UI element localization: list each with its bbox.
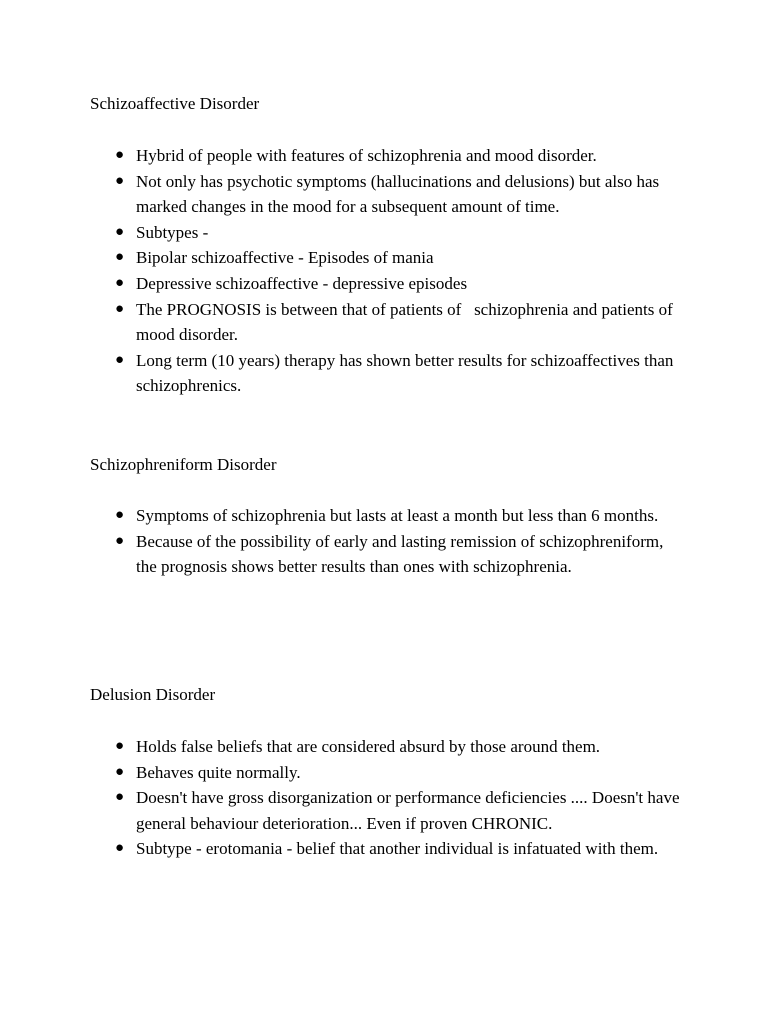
list-item-text: Holds false beliefs that are considered absurd by those around them. <box>136 737 601 756</box>
bullet-list <box>90 503 686 580</box>
bullet-icon: ● <box>115 172 125 189</box>
list-item <box>90 297 686 348</box>
list-item-text: Bipolar schizoaffective - Episodes of mania <box>136 248 434 268</box>
list-item <box>90 169 686 220</box>
list-item <box>90 785 686 836</box>
section-schizoaffective <box>90 91 690 396</box>
list-item-text: Long term (10 years) therapy has shown better results for schizoaffectives than schizophrenics. <box>136 350 674 396</box>
bullet-list <box>90 143 686 399</box>
bullet-icon: ● <box>115 763 125 780</box>
list-item-text: Behaves quite normally. <box>136 762 301 782</box>
list-item-text: The PROGNOSIS is between that of patients of schizophrenia and patients of mood disorder. <box>136 299 678 345</box>
list-item-text: Not only has psychotic symptoms (hallucinations and delusions) but also has marked changes in the mood for a subsequent amount of time. <box>136 171 660 217</box>
section-heading: Schizophreniform Disorder <box>90 455 277 474</box>
list-item <box>90 245 686 271</box>
bullet-icon: ● <box>115 351 125 368</box>
section-heading: Schizoaffective Disorder <box>90 94 260 113</box>
bullet-icon: ● <box>115 223 125 240</box>
section-delusion <box>90 682 690 859</box>
list-item <box>90 271 686 297</box>
list-item-text: Subtype - erotomania - belief that another individual is infatuated with them. <box>136 839 659 859</box>
list-item-text: Subtypes - <box>136 222 209 242</box>
section-schizophreniform <box>90 452 690 577</box>
section-heading: Delusion Disorder <box>90 685 216 704</box>
bullet-list <box>90 734 686 862</box>
list-item <box>90 836 686 862</box>
list-item-text: Hybrid of people with features of schizophrenia and mood disorder. <box>136 146 597 165</box>
list-item <box>90 143 686 169</box>
bullet-icon: ● <box>115 789 125 806</box>
list-item-text: Doesn't have gross disorganization or performance deficiencies .... Doesn't have general behaviour deterioration... Even if proven CHRONIC. <box>136 788 680 833</box>
list-item-text: Because of the possibility of early and lasting remission of schizophreniform, the prognosis shows better results than ones with schizophrenia. <box>136 531 672 577</box>
list-item <box>90 760 686 786</box>
list-item <box>90 348 686 399</box>
list-item-text: Depressive schizoaffective - depressive episodes <box>136 273 468 293</box>
bullet-icon: ● <box>115 507 125 523</box>
list-item <box>90 734 686 760</box>
bullet-icon: ● <box>115 840 125 857</box>
bullet-icon: ● <box>115 300 125 317</box>
list-item <box>90 529 686 580</box>
bullet-icon: ● <box>115 738 125 754</box>
list-item-text: Symptoms of schizophrenia but lasts at least a month but less than 6 months. <box>136 506 659 525</box>
bullet-icon: ● <box>115 532 125 549</box>
bullet-icon: ● <box>115 274 125 291</box>
list-item <box>90 220 686 246</box>
bullet-icon: ● <box>115 147 125 163</box>
bullet-icon: ● <box>115 249 125 266</box>
list-item <box>90 503 686 529</box>
